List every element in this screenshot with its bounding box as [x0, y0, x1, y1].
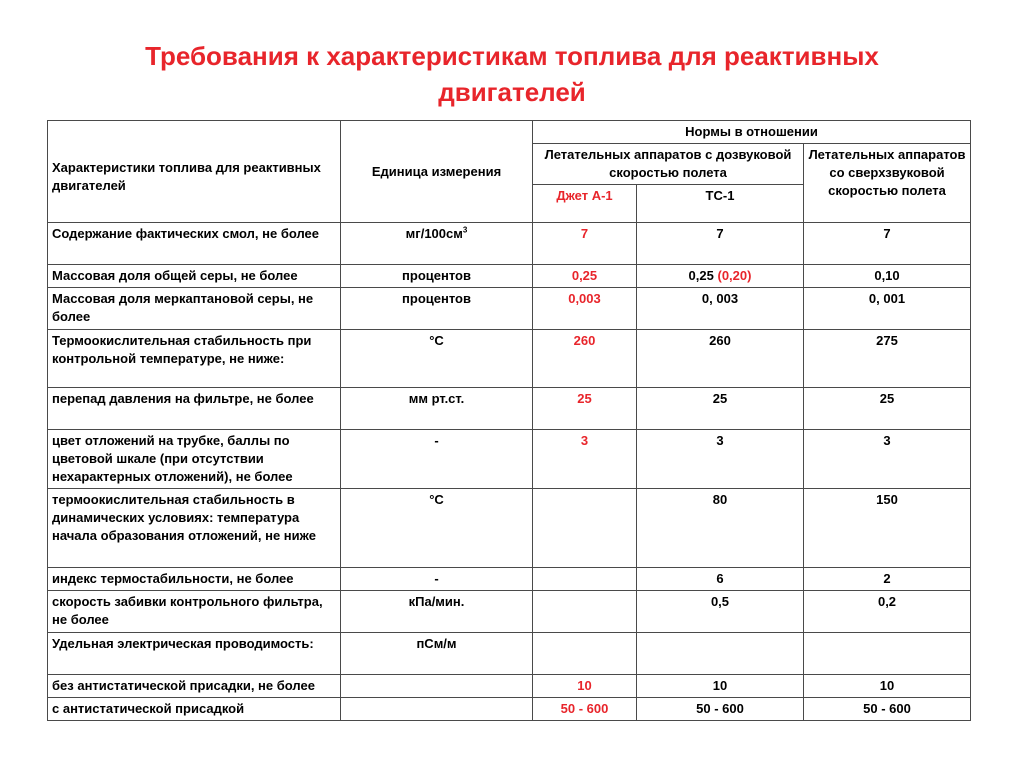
page-title-line-1: Требования к характеристикам топлива для реактивных — [145, 41, 879, 71]
row-characteristic: Удельная электрическая проводимость: — [48, 633, 341, 675]
row-unit-text: процентов — [402, 268, 471, 283]
header-ts1: ТС-1 — [637, 185, 804, 223]
table-row — [48, 698, 971, 721]
row-supersonic-value: 3 — [804, 430, 971, 489]
row-ts1-value — [637, 568, 804, 591]
row-jet-a1-value — [533, 591, 637, 633]
row-ts1-value — [637, 223, 804, 265]
row-ts1-value — [637, 430, 804, 489]
table-row — [48, 489, 971, 568]
row-unit — [341, 330, 533, 388]
row-unit-text: - — [434, 433, 439, 448]
header-unit: Единица измерения — [341, 121, 533, 223]
page-title-line-2: двигателей — [438, 77, 586, 107]
row-ts1-main: 10 — [712, 678, 728, 693]
row-jet-a1-value: 50 - 600 — [533, 698, 637, 721]
row-unit — [341, 388, 533, 430]
row-jet-a1-value: 10 — [533, 675, 637, 698]
row-ts1-value — [637, 265, 804, 288]
row-characteristic: с антистатической присадкой — [48, 698, 341, 721]
row-characteristic: термоокислительная стабильность в динамических условиях: температура начала образования отложений, не ниже — [48, 489, 341, 568]
table-row — [48, 430, 971, 489]
row-unit — [341, 591, 533, 633]
row-jet-a1-value: 25 — [533, 388, 637, 430]
row-jet-a1-value: 3 — [533, 430, 637, 489]
row-supersonic-value: 2 — [804, 568, 971, 591]
row-ts1-value — [637, 698, 804, 721]
row-ts1-main: 50 - 600 — [696, 701, 744, 716]
row-ts1-value — [637, 388, 804, 430]
row-ts1-main: 260 — [709, 333, 731, 348]
table-row — [48, 330, 971, 388]
row-ts1-main: 6 — [716, 571, 724, 586]
row-ts1-main: 0,25 — [688, 268, 714, 283]
row-unit-text: процентов — [402, 291, 471, 306]
row-jet-a1-value — [533, 568, 637, 591]
row-ts1-value — [637, 489, 804, 568]
row-characteristic: Массовая доля общей серы, не более — [48, 265, 341, 288]
row-supersonic-value: 10 — [804, 675, 971, 698]
fuel-requirements-table — [47, 120, 971, 721]
header-characteristic: Характеристики топлива для реактивных двигателей — [48, 121, 341, 223]
row-supersonic-value: 150 — [804, 489, 971, 568]
table-row — [48, 675, 971, 698]
row-ts1-alt-value: (0,20) — [717, 268, 752, 283]
header-supersonic: Летательных аппаратов со сверхзвуковой скоростью полета — [804, 144, 971, 223]
table-row — [48, 568, 971, 591]
row-unit-text: °С — [429, 492, 444, 507]
table-row — [48, 633, 971, 675]
row-jet-a1-value — [533, 633, 637, 675]
row-supersonic-value: 0, 001 — [804, 288, 971, 330]
row-supersonic-value: 0,2 — [804, 591, 971, 633]
row-ts1-value — [637, 675, 804, 698]
header-row-1 — [48, 121, 971, 144]
row-unit — [341, 633, 533, 675]
table-row — [48, 223, 971, 265]
row-unit-text: мг/100см — [405, 226, 463, 241]
header-jet-a1: Джет А-1 — [533, 185, 637, 223]
row-unit-text: - — [434, 571, 439, 586]
row-characteristic: перепад давления на фильтре, не более — [48, 388, 341, 430]
row-supersonic-value — [804, 633, 971, 675]
row-unit-text: пСм/м — [416, 636, 457, 651]
row-unit-text: кПа/мин. — [408, 594, 465, 609]
row-ts1-main: 7 — [716, 226, 724, 241]
row-ts1-main: 3 — [716, 433, 724, 448]
table-row — [48, 591, 971, 633]
row-unit — [341, 288, 533, 330]
row-ts1-value — [637, 591, 804, 633]
row-characteristic: скорость забивки контрольного фильтра, не более — [48, 591, 341, 633]
row-supersonic-value: 7 — [804, 223, 971, 265]
row-characteristic: Содержание фактических смол, не более — [48, 223, 341, 265]
row-unit-text: °С — [429, 333, 444, 348]
row-characteristic: Термоокислительная стабильность при контрольной температуре, не ниже: — [48, 330, 341, 388]
row-jet-a1-value: 7 — [533, 223, 637, 265]
header-norms: Нормы в отношении — [533, 121, 971, 144]
table-row — [48, 265, 971, 288]
row-jet-a1-value — [533, 489, 637, 568]
row-ts1-main: 0,5 — [710, 594, 730, 609]
row-jet-a1-value: 0,003 — [533, 288, 637, 330]
row-ts1-main: 80 — [712, 492, 728, 507]
row-characteristic: индекс термостабильности, не более — [48, 568, 341, 591]
header-subsonic: Летательных аппаратов с дозвуковой скоростью полета — [533, 144, 804, 185]
row-characteristic: без антистатической присадки, не более — [48, 675, 341, 698]
row-unit — [341, 430, 533, 489]
row-supersonic-value: 275 — [804, 330, 971, 388]
row-jet-a1-value: 0,25 — [533, 265, 637, 288]
row-ts1-main: 0, 003 — [701, 291, 739, 306]
row-ts1-value — [637, 330, 804, 388]
row-jet-a1-value: 260 — [533, 330, 637, 388]
row-unit — [341, 265, 533, 288]
row-unit — [341, 568, 533, 591]
row-ts1-value — [637, 288, 804, 330]
row-ts1-main: 25 — [712, 391, 728, 406]
page-title — [0, 38, 1024, 110]
row-unit — [341, 698, 533, 721]
row-unit — [341, 675, 533, 698]
row-unit — [341, 489, 533, 568]
row-ts1-value — [637, 633, 804, 675]
row-unit-superscript: 3 — [462, 225, 468, 235]
row-supersonic-value: 25 — [804, 388, 971, 430]
table-row — [48, 388, 971, 430]
row-unit — [341, 223, 533, 265]
row-unit-text: мм рт.ст. — [408, 391, 465, 406]
row-supersonic-value: 0,10 — [804, 265, 971, 288]
row-characteristic: Массовая доля меркаптановой серы, не более — [48, 288, 341, 330]
row-supersonic-value: 50 - 600 — [804, 698, 971, 721]
table-row — [48, 288, 971, 330]
row-characteristic: цвет отложений на трубке, баллы по цветовой шкале (при отсутствии нехарактерных отложений), не более — [48, 430, 341, 489]
